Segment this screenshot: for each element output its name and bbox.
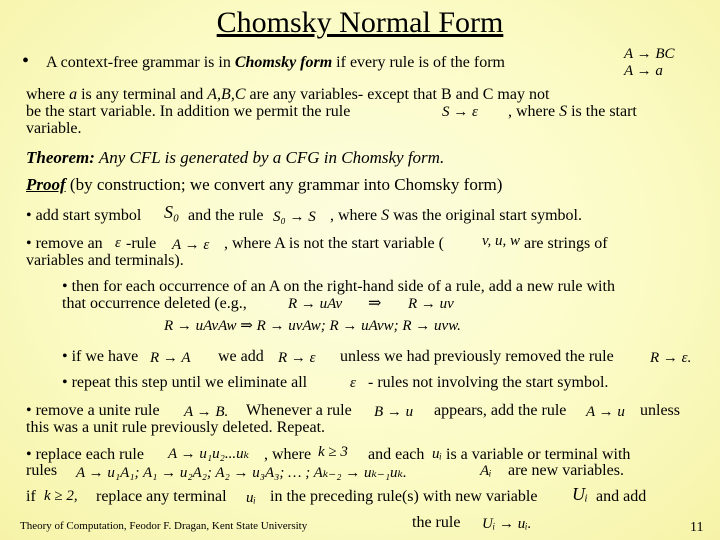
example-rule-uav: R → uAv [288,296,343,312]
replace-pre: • replace each rule [26,446,144,463]
rule-a-terminal: A → a [624,63,663,79]
example-rule-uv: R → uv [408,296,454,312]
intro-line-3: be the start variable. In addition we permit the rule [26,103,351,120]
footer-credit: Theory of Computation, Feodor F. Dragan, Kent State University [20,520,308,532]
rule-r-epsilon-2: R → ε. [650,350,692,366]
step-remove-eps-mid: -rule [126,235,157,252]
the-rule-label: the rule [412,514,461,531]
rule-s0-s: S₀ → S [273,209,316,225]
epsilon-symbol: ε [115,235,121,251]
unit-post: appears, add the rule [434,402,567,419]
unit-mid: Whenever a rule [246,402,352,419]
step-add-start-mid: and the rule [188,207,264,224]
rule-b-u: B → u [374,404,414,420]
ui-symbol-2: uᵢ [246,490,256,506]
step-add-start: • add start symbol [26,207,142,224]
ai-symbol: Aᵢ [480,463,492,479]
new-vars-text: are new variables. [508,462,624,479]
replace-mid: , where [264,446,312,463]
cond-k-ge-2: k ≥ 2, [44,488,78,504]
if-post: in the preceding rule(s) with new variable [270,488,538,505]
rule-r-a: R → A [150,350,191,366]
example-rule-uavaw: R → uAvAw ⇒ R → uvAw; R → uAvw; R → uvw. [164,318,461,334]
intro-line-2: where a is any terminal and A,B,C are any variables- except that B and C may not [26,86,550,103]
rule-a-epsilon: A → ε [172,237,210,253]
rule-a-b: A → B. [184,404,229,420]
step-remove-eps-post: , where A is not the start variable ( [224,235,444,252]
bullet-marker: • [22,50,30,72]
step-remove-eps-post2: are strings of [524,235,608,252]
intro-line-3-end: , where S is the start [508,103,637,120]
step-add-start-end: , where S was the original start symbol. [330,207,582,224]
sub3-pre: • repeat this step until we eliminate all [62,374,308,391]
rule-r-epsilon: R → ε [278,350,316,366]
intro-line-1: A context-free grammar is in Chomsky form if every rule is of the form [46,54,505,71]
intro-line-4: variable. [26,120,82,137]
unit-pre: • remove a unite rule [26,402,160,419]
if-label: if [26,488,36,505]
rule-a-u1uk: A → u₁u₂...uₖ [168,446,250,462]
rules-label: rules [26,462,58,479]
rule-a-bc: A → BC [624,46,675,62]
theorem: Theorem: Any CFL is generated by a CFG in Chomsky form. [26,148,445,167]
step-remove-eps: • remove an [26,235,103,252]
unit-line2: this was a unit rule previously deleted. Repeat. [26,419,326,436]
page-number: 11 [690,520,704,535]
ui-symbol: uᵢ [432,446,442,462]
and-add: and add [596,488,647,505]
rule-s-epsilon: S → ε [442,104,478,120]
slide-title: Chomsky Normal Form [216,6,504,39]
cond-k-ge-3: k ≥ 3 [318,444,348,460]
start-symbol-s0: S₀ [164,202,180,222]
rule-Ui-ui: Uᵢ → uᵢ. [482,516,532,532]
replace-post: is a variable or terminal with [446,446,631,463]
rule-chain: A → u₁A₁; A₁ → u₂A₂; A₂ → u₃A₃; … ; Aₖ₋₂ → uₖ₋₁uₖ. [76,465,407,481]
proof: Proof (by construction; we convert any grammar into Chomsky form) [26,175,503,194]
sub2-mid: we add [218,348,264,365]
sub2-post: unless we had previously removed the rule [340,348,614,365]
vars-vuw: v, u, w [482,233,521,249]
implies-arrow: ⇒ [368,295,382,312]
unit-post2: unless [640,402,680,419]
sub1-line2: that occurrence deleted (e.g., [62,295,247,312]
step-remove-eps-line2: variables and terminals). [26,252,184,269]
if-mid: replace any terminal [96,488,227,505]
rule-a-u: A → u [586,404,625,420]
Ui-symbol: Uᵢ [572,484,588,504]
replace-and-each: and each [368,446,425,463]
sub1-line1: • then for each occurrence of an A on the right-hand side of a rule, add a new rule with [62,278,615,295]
sub3-post: - rules not involving the start symbol. [368,374,609,391]
epsilon-symbol-2: ε [350,375,356,391]
sub2-pre: • if we have [62,348,139,365]
